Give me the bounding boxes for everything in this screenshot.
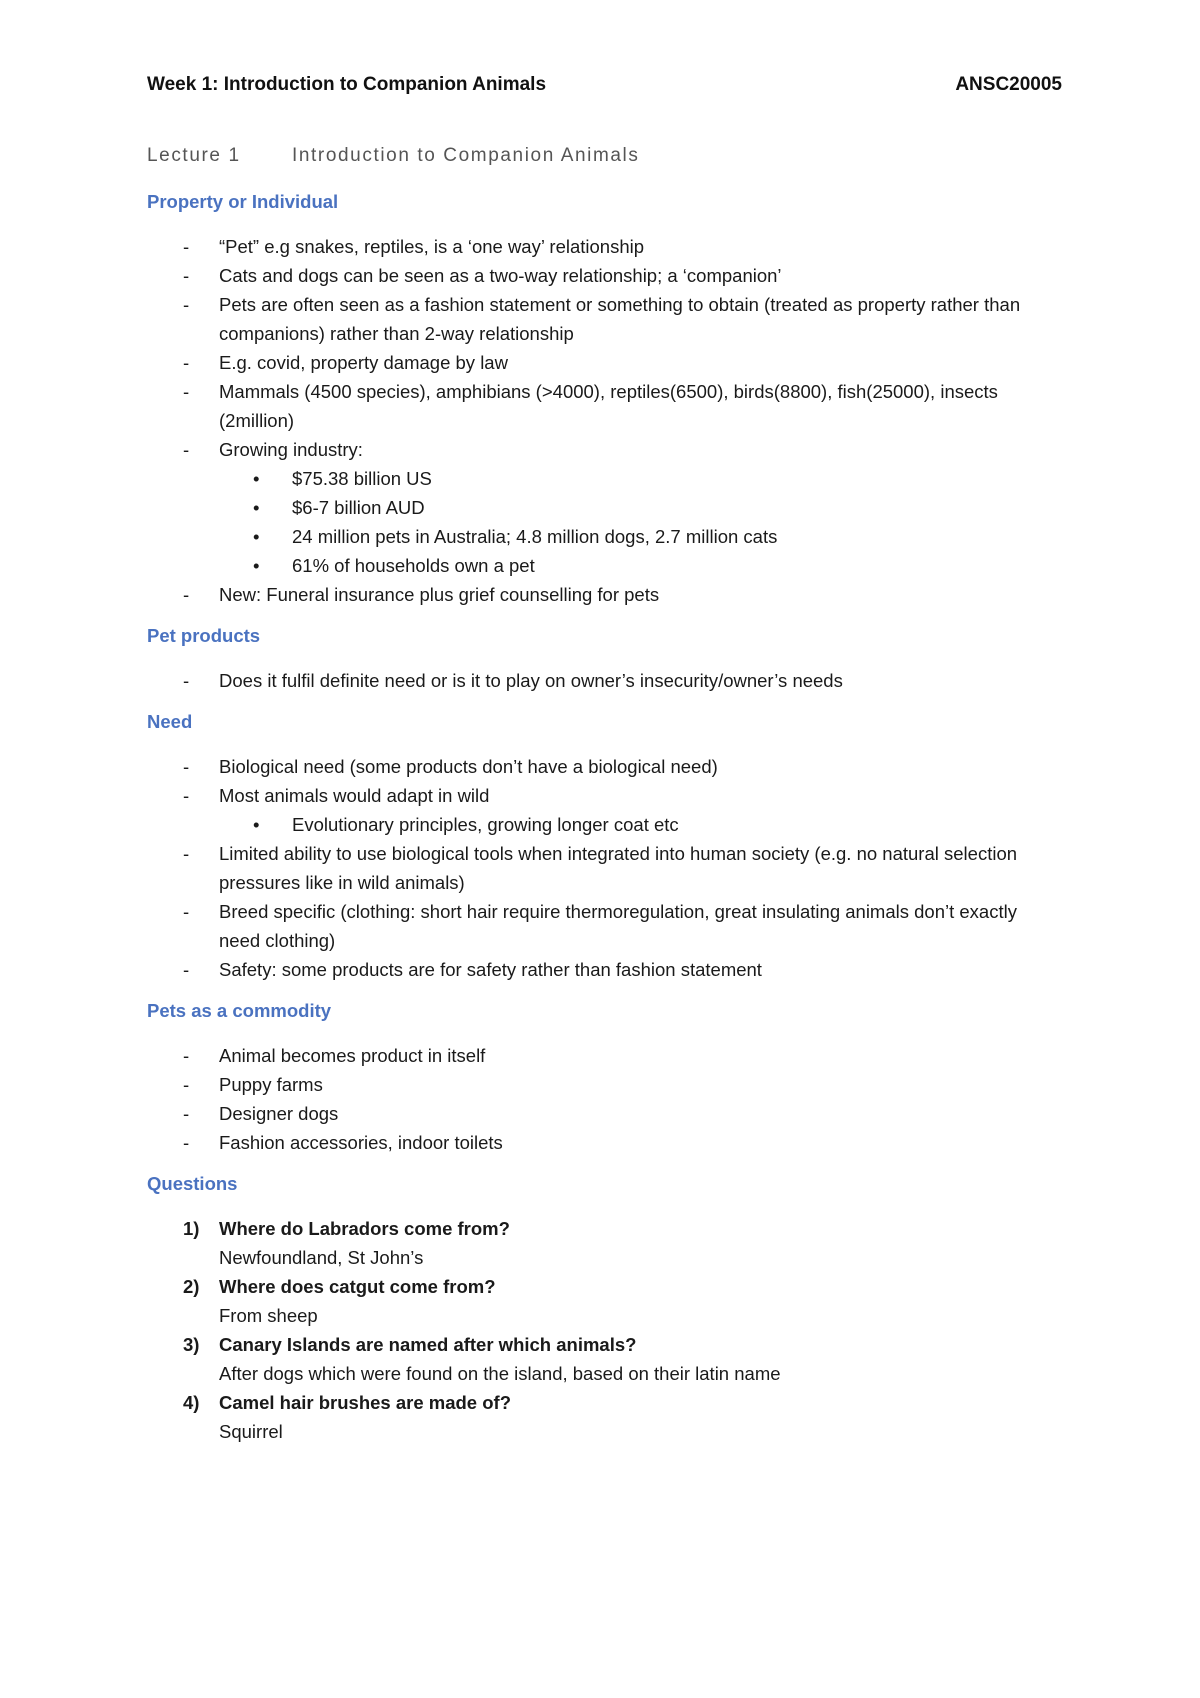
section-heading-property: Property or Individual [147, 191, 339, 212]
sub-list-item: • 61% of households own a pet [253, 555, 535, 576]
list-item: - Mammals (4500 species), amphibians (>4000), reptiles(6500), birds(8800), fish(25000), insects (2million) [183, 381, 998, 431]
list-item: - Biological need (some products don’t have a biological need) [183, 756, 718, 777]
lecture-heading [147, 145, 1062, 167]
list-item: - Does it fulfil definite need or is it to play on owner’s insecurity/owner’s needs [183, 670, 843, 691]
sub-list-item: • Evolutionary principles, growing longer coat etc [253, 814, 679, 835]
sub-list-item: • $75.38 billion US [253, 468, 432, 489]
list-item: - Pets are often seen as a fashion statement or something to obtain (treated as property rather than companions) rather than 2-way relationship [183, 294, 1021, 344]
list-item: - New: Funeral insurance plus grief counselling for pets [183, 584, 660, 605]
lecture-number: Lecture 1 [147, 145, 241, 166]
question-number: 1) [183, 1218, 200, 1239]
answer-text: Squirrel [219, 1421, 283, 1442]
lecture-title: Introduction to Companion Animals [292, 145, 640, 166]
question-item [147, 1214, 1062, 1272]
question-text: Where does catgut come from? [219, 1276, 496, 1297]
products-list [147, 666, 1062, 695]
list-item: - Breed specific (clothing: short hair require thermoregulation, great insulating animals don’t exactly need clothing) [183, 901, 1017, 951]
question-text: Canary Islands are named after which animals? [219, 1334, 637, 1355]
list-item: - Safety: some products are for safety rather than fashion statement [183, 959, 762, 980]
header-title: Week 1: Introduction to Companion Animals [147, 74, 547, 95]
question-item [147, 1330, 1062, 1388]
list-item: - Fashion accessories, indoor toilets [183, 1132, 503, 1153]
answer-text: From sheep [219, 1305, 318, 1326]
sub-list-item: • 24 million pets in Australia; 4.8 million dogs, 2.7 million cats [253, 526, 778, 547]
section-heading-pet-products: Pet products [147, 625, 261, 646]
question-text: Where do Labradors come from? [219, 1218, 510, 1239]
questions-list [147, 1214, 1062, 1446]
question-number: 3) [183, 1334, 200, 1355]
list-item: - Limited ability to use biological tools when integrated into human society (e.g. no natural selection pressures like in wild animals) [183, 843, 1018, 893]
commodity-list [147, 1041, 1062, 1157]
question-text: Camel hair brushes are made of? [219, 1392, 511, 1413]
section-heading-need: Need [147, 711, 193, 732]
question-item [147, 1388, 1062, 1446]
question-number: 2) [183, 1276, 200, 1297]
list-item: - E.g. covid, property damage by law [183, 352, 508, 373]
list-item: - Animal becomes product in itself [183, 1045, 486, 1066]
list-item: - “Pet” e.g snakes, reptiles, is a ‘one way’ relationship [183, 236, 645, 257]
course-code: ANSC20005 [955, 74, 1062, 95]
list-item: - Cats and dogs can be seen as a two-way relationship; a ‘companion’ [183, 265, 782, 286]
sub-list-item: • $6-7 billion AUD [253, 497, 425, 518]
list-item: - Growing industry: [183, 439, 363, 460]
answer-text: After dogs which were found on the island, based on their latin name [219, 1363, 781, 1384]
section-heading-questions: Questions [147, 1173, 238, 1194]
need-list [147, 752, 1062, 984]
page-header [147, 74, 1062, 96]
list-item: - Most animals would adapt in wild [183, 785, 490, 806]
answer-text: Newfoundland, St John’s [219, 1247, 424, 1268]
property-list [147, 232, 1062, 609]
section-heading-commodity: Pets as a commodity [147, 1000, 332, 1021]
question-item [147, 1272, 1062, 1330]
document-body [147, 145, 1062, 1460]
list-item: - Puppy farms [183, 1074, 323, 1095]
question-number: 4) [183, 1392, 200, 1413]
list-item: - Designer dogs [183, 1103, 339, 1124]
